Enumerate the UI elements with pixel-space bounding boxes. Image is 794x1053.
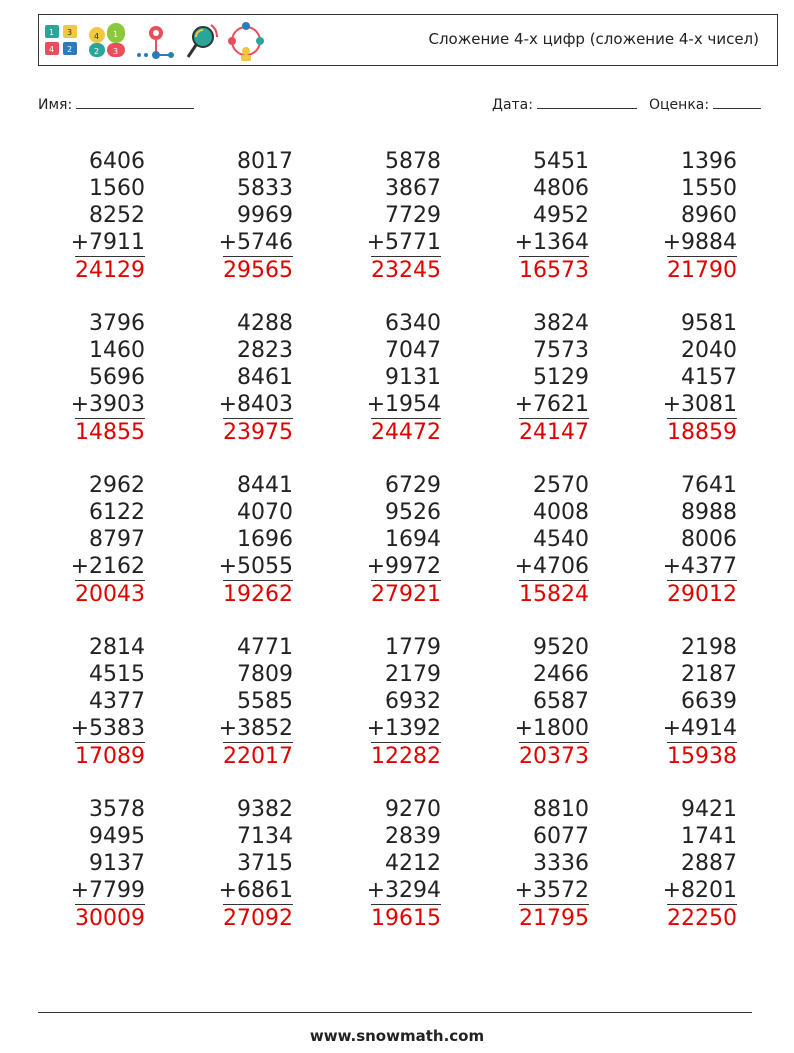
answer: 12282 bbox=[371, 744, 441, 769]
answer: 27921 bbox=[371, 582, 441, 607]
addend: 8810 bbox=[533, 797, 589, 822]
addend: 2823 bbox=[237, 338, 293, 363]
map-pin-icon bbox=[137, 26, 174, 59]
addend: 2814 bbox=[89, 635, 145, 660]
answer: 22017 bbox=[223, 744, 293, 769]
puzzle-icon bbox=[45, 25, 77, 55]
last-addend: +5055 bbox=[218, 554, 293, 579]
addition-problem bbox=[186, 472, 334, 634]
problem-column bbox=[647, 634, 737, 771]
svg-text:2: 2 bbox=[94, 47, 100, 56]
problem-column bbox=[55, 310, 145, 447]
addend: 9581 bbox=[681, 311, 737, 336]
addend: 4157 bbox=[681, 365, 737, 390]
addend: 1779 bbox=[385, 635, 441, 660]
addend: 2962 bbox=[89, 473, 145, 498]
problem-column bbox=[55, 634, 145, 771]
addition-problem bbox=[630, 148, 778, 310]
addition-problem bbox=[482, 148, 630, 310]
svg-text:1: 1 bbox=[113, 30, 119, 39]
addend: 6639 bbox=[681, 689, 737, 714]
number-blocks-icon bbox=[89, 23, 125, 57]
addition-problem bbox=[334, 796, 482, 958]
addend: 4515 bbox=[89, 662, 145, 687]
last-addend: +1364 bbox=[514, 230, 589, 255]
addend: 4212 bbox=[385, 851, 441, 876]
last-addend: +5771 bbox=[366, 230, 441, 255]
answer: 24129 bbox=[75, 258, 145, 283]
last-addend: +1392 bbox=[366, 716, 441, 741]
addend: 4377 bbox=[89, 689, 145, 714]
answer: 29012 bbox=[667, 582, 737, 607]
addition-problem bbox=[334, 310, 482, 472]
problem-column bbox=[351, 148, 441, 285]
last-addend: +2162 bbox=[70, 554, 145, 579]
addition-problem bbox=[334, 634, 482, 796]
addend: 1696 bbox=[237, 527, 293, 552]
problem-column bbox=[203, 634, 293, 771]
score-label: Оценка: bbox=[649, 97, 710, 113]
last-addend: +7911 bbox=[70, 230, 145, 255]
addend: 2839 bbox=[385, 824, 441, 849]
addition-problem bbox=[630, 472, 778, 634]
answer: 24147 bbox=[519, 420, 589, 445]
score-blank[interactable] bbox=[713, 94, 761, 109]
answer: 19262 bbox=[223, 582, 293, 607]
addend: 3824 bbox=[533, 311, 589, 336]
addition-problem bbox=[38, 310, 186, 472]
answer: 18859 bbox=[667, 420, 737, 445]
addend: 6406 bbox=[89, 149, 145, 174]
addend: 8461 bbox=[237, 365, 293, 390]
answer: 21790 bbox=[667, 258, 737, 283]
score-field[interactable] bbox=[649, 94, 761, 113]
addition-problem bbox=[630, 310, 778, 472]
date-blank[interactable] bbox=[537, 94, 637, 109]
addition-problem bbox=[334, 148, 482, 310]
addend: 7134 bbox=[237, 824, 293, 849]
addition-problem bbox=[38, 634, 186, 796]
team-cycle-icon bbox=[228, 22, 264, 61]
answer: 27092 bbox=[223, 906, 293, 931]
problem-column bbox=[351, 472, 441, 609]
last-addend: +5383 bbox=[70, 716, 145, 741]
addend: 7641 bbox=[681, 473, 737, 498]
date-field[interactable] bbox=[492, 94, 637, 113]
addend: 3867 bbox=[385, 176, 441, 201]
addend: 5129 bbox=[533, 365, 589, 390]
addend: 7809 bbox=[237, 662, 293, 687]
answer: 23245 bbox=[371, 258, 441, 283]
answer: 20043 bbox=[75, 582, 145, 607]
last-addend: +7621 bbox=[514, 392, 589, 417]
addend: 9520 bbox=[533, 635, 589, 660]
addition-problem bbox=[186, 634, 334, 796]
addition-problem bbox=[38, 148, 186, 310]
svg-text:4: 4 bbox=[94, 32, 100, 41]
addend: 2198 bbox=[681, 635, 737, 660]
problem-column bbox=[55, 796, 145, 933]
problem-column bbox=[499, 310, 589, 447]
answer: 14855 bbox=[75, 420, 145, 445]
addend: 4952 bbox=[533, 203, 589, 228]
last-addend: +7799 bbox=[70, 878, 145, 903]
addend: 5878 bbox=[385, 149, 441, 174]
addend: 2570 bbox=[533, 473, 589, 498]
addend: 4070 bbox=[237, 500, 293, 525]
addend: 1460 bbox=[89, 338, 145, 363]
addend: 2887 bbox=[681, 851, 737, 876]
addend: 1741 bbox=[681, 824, 737, 849]
addend: 1396 bbox=[681, 149, 737, 174]
last-addend: +5746 bbox=[218, 230, 293, 255]
addition-problem bbox=[186, 310, 334, 472]
svg-text:2: 2 bbox=[67, 45, 73, 54]
svg-text:1: 1 bbox=[49, 28, 55, 37]
addition-problem bbox=[186, 796, 334, 958]
addend: 8988 bbox=[681, 500, 737, 525]
snowmath-logo bbox=[43, 19, 269, 63]
last-addend: +4377 bbox=[662, 554, 737, 579]
problem-column bbox=[647, 148, 737, 285]
svg-text:4: 4 bbox=[49, 45, 55, 54]
last-addend: +9884 bbox=[662, 230, 737, 255]
problem-column bbox=[55, 472, 145, 609]
answer: 17089 bbox=[75, 744, 145, 769]
last-addend: +8403 bbox=[218, 392, 293, 417]
addend: 5696 bbox=[89, 365, 145, 390]
last-addend: +3852 bbox=[218, 716, 293, 741]
addition-problem bbox=[334, 472, 482, 634]
addend: 9495 bbox=[89, 824, 145, 849]
addend: 6932 bbox=[385, 689, 441, 714]
problem-column bbox=[647, 310, 737, 447]
addend: 1694 bbox=[385, 527, 441, 552]
date-label: Дата: bbox=[492, 97, 533, 113]
addend: 9526 bbox=[385, 500, 441, 525]
addition-problem bbox=[482, 472, 630, 634]
answer: 21795 bbox=[519, 906, 589, 931]
addend: 4540 bbox=[533, 527, 589, 552]
addend: 7729 bbox=[385, 203, 441, 228]
addend: 6077 bbox=[533, 824, 589, 849]
name-blank[interactable] bbox=[76, 94, 194, 109]
addition-problem bbox=[482, 796, 630, 958]
addend: 2187 bbox=[681, 662, 737, 687]
last-addend: +3294 bbox=[366, 878, 441, 903]
problem-column bbox=[203, 148, 293, 285]
worksheet-header bbox=[38, 14, 778, 66]
addend: 8006 bbox=[681, 527, 737, 552]
last-addend: +1954 bbox=[366, 392, 441, 417]
magnifier-icon bbox=[188, 25, 217, 57]
problem-column bbox=[351, 634, 441, 771]
answer: 22250 bbox=[667, 906, 737, 931]
last-addend: +4914 bbox=[662, 716, 737, 741]
addend: 5833 bbox=[237, 176, 293, 201]
addend: 3578 bbox=[89, 797, 145, 822]
problem-column bbox=[499, 634, 589, 771]
name-label: Имя: bbox=[38, 97, 73, 113]
last-addend: +1800 bbox=[514, 716, 589, 741]
addend: 3336 bbox=[533, 851, 589, 876]
addend: 5585 bbox=[237, 689, 293, 714]
addition-problem bbox=[630, 634, 778, 796]
problem-column bbox=[351, 796, 441, 933]
addend: 8017 bbox=[237, 149, 293, 174]
addend: 4806 bbox=[533, 176, 589, 201]
addend: 9131 bbox=[385, 365, 441, 390]
addend: 2179 bbox=[385, 662, 441, 687]
addend: 9270 bbox=[385, 797, 441, 822]
addend: 3796 bbox=[89, 311, 145, 336]
problem-column bbox=[499, 796, 589, 933]
problem-column bbox=[499, 148, 589, 285]
addend: 2466 bbox=[533, 662, 589, 687]
last-addend: +6861 bbox=[218, 878, 293, 903]
svg-text:3: 3 bbox=[67, 28, 73, 37]
addend: 8797 bbox=[89, 527, 145, 552]
addition-problem bbox=[482, 310, 630, 472]
addend: 8960 bbox=[681, 203, 737, 228]
addend: 4288 bbox=[237, 311, 293, 336]
problem-grid bbox=[38, 148, 778, 958]
last-addend: +4706 bbox=[514, 554, 589, 579]
addition-problem bbox=[38, 796, 186, 958]
answer: 15824 bbox=[519, 582, 589, 607]
addend: 9969 bbox=[237, 203, 293, 228]
name-field[interactable] bbox=[38, 94, 194, 113]
last-addend: +3903 bbox=[70, 392, 145, 417]
last-addend: +9972 bbox=[366, 554, 441, 579]
answer: 19615 bbox=[371, 906, 441, 931]
addend: 3715 bbox=[237, 851, 293, 876]
addend: 9137 bbox=[89, 851, 145, 876]
addend: 9382 bbox=[237, 797, 293, 822]
problem-column bbox=[55, 148, 145, 285]
problem-column bbox=[647, 472, 737, 609]
footer-divider bbox=[38, 1012, 752, 1013]
answer: 29565 bbox=[223, 258, 293, 283]
problem-column bbox=[203, 796, 293, 933]
problem-column bbox=[203, 310, 293, 447]
addend: 9421 bbox=[681, 797, 737, 822]
last-addend: +3081 bbox=[662, 392, 737, 417]
addend: 6729 bbox=[385, 473, 441, 498]
problem-column bbox=[499, 472, 589, 609]
addend: 5451 bbox=[533, 149, 589, 174]
answer: 24472 bbox=[371, 420, 441, 445]
answer: 20373 bbox=[519, 744, 589, 769]
answer: 23975 bbox=[223, 420, 293, 445]
addend: 6340 bbox=[385, 311, 441, 336]
addition-problem bbox=[482, 634, 630, 796]
addend: 2040 bbox=[681, 338, 737, 363]
answer: 15938 bbox=[667, 744, 737, 769]
addition-problem bbox=[38, 472, 186, 634]
problem-column bbox=[203, 472, 293, 609]
problem-column bbox=[351, 310, 441, 447]
addend: 1560 bbox=[89, 176, 145, 201]
answer: 16573 bbox=[519, 258, 589, 283]
addend: 8252 bbox=[89, 203, 145, 228]
svg-text:3: 3 bbox=[113, 47, 119, 56]
addition-problem bbox=[630, 796, 778, 958]
last-addend: +8201 bbox=[662, 878, 737, 903]
footer-url: www.snowmath.com bbox=[309, 1027, 485, 1045]
addend: 7573 bbox=[533, 338, 589, 363]
addend: 7047 bbox=[385, 338, 441, 363]
addend: 6587 bbox=[533, 689, 589, 714]
problem-column bbox=[647, 796, 737, 933]
addition-problem bbox=[186, 148, 334, 310]
answer: 30009 bbox=[75, 906, 145, 931]
addend: 4771 bbox=[237, 635, 293, 660]
addend: 6122 bbox=[89, 500, 145, 525]
worksheet-title: Сложение 4-х цифр (сложение 4-х чисел) bbox=[428, 30, 759, 48]
addend: 8441 bbox=[237, 473, 293, 498]
addend: 1550 bbox=[681, 176, 737, 201]
last-addend: +3572 bbox=[514, 878, 589, 903]
addend: 4008 bbox=[533, 500, 589, 525]
